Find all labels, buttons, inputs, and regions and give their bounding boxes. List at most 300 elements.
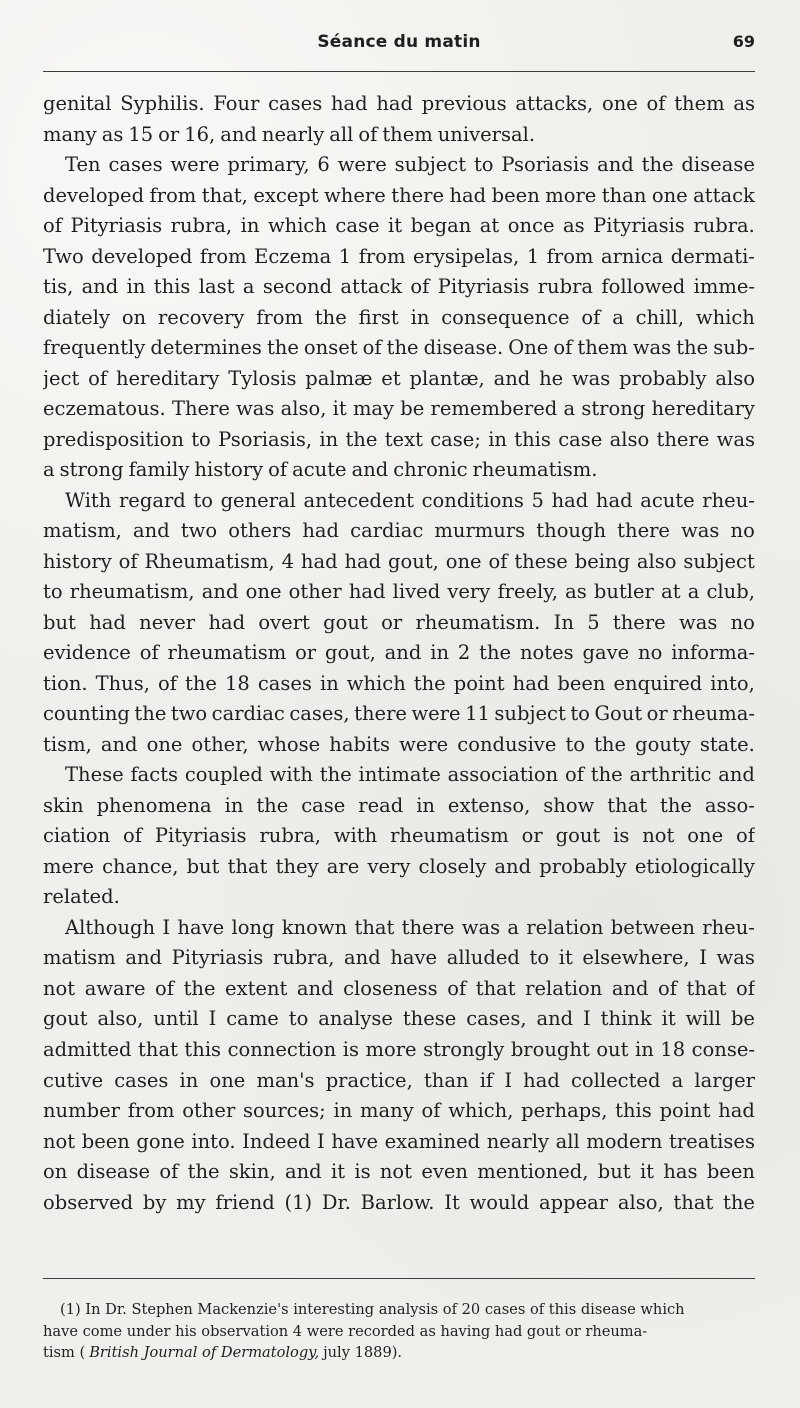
word: was <box>236 397 275 421</box>
word: and <box>81 275 119 299</box>
word: association <box>447 763 559 787</box>
word: had <box>300 549 338 573</box>
word: had <box>344 549 382 573</box>
text-line <box>43 242 755 273</box>
word: case <box>301 793 346 817</box>
text-line <box>43 852 755 883</box>
word: and <box>351 458 389 482</box>
word: rheumatism <box>167 641 287 665</box>
word: also <box>609 427 650 451</box>
footnote-line-3 <box>43 1342 755 1364</box>
word: were <box>399 732 449 756</box>
text-line <box>43 730 755 761</box>
word: at <box>479 214 500 238</box>
word: was <box>681 519 720 543</box>
word: asso- <box>704 793 755 817</box>
word: that <box>607 793 648 817</box>
word: nearly <box>261 122 325 146</box>
word: had <box>330 92 368 115</box>
text-line <box>43 1035 755 1066</box>
word: also <box>636 549 677 573</box>
word: history <box>43 549 112 573</box>
word: notes <box>519 641 574 665</box>
word: Gout <box>594 702 643 726</box>
word: in <box>416 793 435 817</box>
word: of <box>157 671 177 695</box>
word: extenso, <box>447 793 531 817</box>
word: One <box>508 336 549 360</box>
word: he <box>539 366 564 390</box>
word: or <box>381 610 403 634</box>
word: I <box>699 946 707 970</box>
word: rubra, <box>170 214 233 238</box>
word: related. <box>43 885 120 909</box>
word: modern <box>586 1129 663 1153</box>
word: disease <box>681 153 755 177</box>
word: Pityriasis <box>171 946 264 970</box>
word: rheu- <box>702 915 755 939</box>
word: consequence <box>441 305 570 329</box>
word: 2 <box>457 641 471 665</box>
word: and <box>133 519 170 543</box>
word: two <box>170 702 208 726</box>
word: Pityriasis <box>154 824 247 848</box>
word: and <box>597 153 634 177</box>
word: condusive <box>457 732 557 756</box>
word: of <box>88 366 108 390</box>
word: had <box>523 1068 560 1092</box>
word: once <box>507 214 555 238</box>
word: of <box>362 336 382 360</box>
word: Pityriasis <box>437 275 530 299</box>
footnotes <box>43 1299 755 1364</box>
word: also, <box>280 397 327 421</box>
word: of <box>123 824 143 848</box>
word: Dr. <box>321 1190 351 1214</box>
running-title: Séance du matin <box>317 32 481 52</box>
word: overt <box>258 610 310 634</box>
word: were <box>411 702 461 726</box>
word: of <box>735 976 755 1000</box>
word: in <box>224 793 244 817</box>
word: hereditary <box>115 366 220 390</box>
word: skin, <box>228 1160 276 1184</box>
word: even <box>421 1160 468 1184</box>
word: as <box>563 214 585 238</box>
word: genital <box>43 92 112 115</box>
word: being <box>574 549 631 573</box>
word: regard <box>118 488 186 512</box>
word: palmæ <box>305 366 373 390</box>
word: intimate <box>358 763 441 787</box>
word: rubra, <box>272 946 335 970</box>
word: second <box>262 275 333 299</box>
word: one <box>146 732 183 756</box>
word: in <box>319 671 339 695</box>
word: case <box>335 214 380 238</box>
text-line <box>43 760 755 791</box>
word: gouty <box>635 732 691 756</box>
word: there <box>617 519 670 543</box>
page-number: 69 <box>732 32 755 51</box>
word: Thus, <box>95 671 150 695</box>
word: aware <box>84 976 146 1000</box>
text-line <box>43 577 755 608</box>
word: to <box>570 702 590 726</box>
word: long <box>231 915 275 939</box>
word: had <box>512 671 550 695</box>
word: to <box>288 1007 309 1031</box>
word: history <box>194 458 264 482</box>
word: that <box>138 1037 178 1061</box>
word: a <box>687 580 700 604</box>
word: arthritic <box>629 763 712 787</box>
word: have <box>177 915 225 939</box>
text-line <box>43 516 755 547</box>
word: one <box>209 1068 246 1092</box>
word: there <box>401 915 455 939</box>
word: as <box>101 122 124 146</box>
word: of <box>118 549 138 573</box>
word: the <box>314 305 347 329</box>
word: has <box>663 1160 698 1184</box>
word: I <box>162 915 171 939</box>
word: I <box>583 1007 591 1031</box>
word: predisposition <box>43 427 184 451</box>
word: which, <box>448 1099 514 1123</box>
word: erysipelas, <box>412 244 520 268</box>
word: diately <box>43 305 110 329</box>
word: out <box>596 1037 629 1061</box>
text-line <box>43 669 755 700</box>
word: and <box>493 366 531 390</box>
word: with <box>269 763 313 787</box>
word: be <box>400 397 425 421</box>
word: never <box>139 610 196 634</box>
text-line <box>43 394 755 425</box>
word: many <box>43 122 97 146</box>
word: closely <box>418 854 487 878</box>
word: primary, <box>227 153 310 177</box>
word: it <box>558 946 573 970</box>
word: matism <box>43 946 116 970</box>
word: universal. <box>437 122 536 146</box>
word: would <box>469 1190 530 1214</box>
word: determines <box>150 336 262 360</box>
text-line <box>43 120 755 151</box>
word: and <box>536 1007 574 1031</box>
word: in <box>126 275 146 299</box>
word: had <box>551 488 589 512</box>
word: from <box>149 183 197 207</box>
word: it <box>661 1007 676 1031</box>
word: strong <box>581 397 646 421</box>
word: all <box>329 122 354 146</box>
word: chill, <box>635 305 685 329</box>
word: of <box>268 458 288 482</box>
word: but <box>597 1160 631 1184</box>
word: of <box>43 214 62 238</box>
word: mere <box>43 854 94 878</box>
word: where <box>324 183 386 207</box>
word: mentioned, <box>477 1160 589 1184</box>
word: from <box>199 244 247 268</box>
word: analyse <box>318 1007 393 1031</box>
word: attacks, <box>515 92 594 115</box>
word: all <box>555 1129 580 1153</box>
word: there <box>354 702 407 726</box>
word: these <box>402 1007 457 1031</box>
word: and <box>718 763 755 787</box>
word: there <box>612 610 666 634</box>
word: I <box>317 1129 325 1153</box>
word: and <box>384 641 422 665</box>
word: with <box>333 824 378 848</box>
word: of <box>358 122 378 146</box>
word: was <box>461 915 501 939</box>
word: had <box>718 1099 755 1123</box>
word: other <box>288 580 342 604</box>
word: the <box>187 1160 220 1184</box>
word: 16, <box>184 122 216 146</box>
text-line <box>43 791 755 822</box>
word: of <box>488 549 508 573</box>
word: coupled <box>184 763 263 787</box>
word: may <box>352 397 395 421</box>
word: that <box>354 915 395 939</box>
word: from <box>127 1099 175 1123</box>
word: subject <box>683 549 755 573</box>
word: in <box>240 214 260 238</box>
word: lived <box>392 580 441 604</box>
body-text <box>43 89 755 1218</box>
word: or <box>521 824 543 848</box>
text-line <box>43 974 755 1005</box>
word: a <box>612 305 624 329</box>
word: until <box>153 1007 199 1031</box>
word: that <box>227 854 268 878</box>
word: which <box>267 214 327 238</box>
word: case; <box>430 427 481 451</box>
text-line <box>43 1127 755 1158</box>
word: between <box>610 915 695 939</box>
word: matism, <box>43 519 122 543</box>
word: alluded <box>446 946 520 970</box>
word: have <box>390 946 438 970</box>
word: had <box>376 92 414 115</box>
word: the <box>386 336 419 360</box>
word: was <box>571 366 611 390</box>
word: last <box>198 275 235 299</box>
text-line <box>43 150 755 181</box>
word: a <box>563 397 576 421</box>
word: the <box>723 1190 755 1214</box>
word: the <box>479 641 512 665</box>
word: one <box>651 183 688 207</box>
word: gout, <box>388 549 439 573</box>
word: though <box>536 519 607 543</box>
word: friend <box>215 1190 275 1214</box>
word: whose <box>257 732 321 756</box>
word: tism, <box>43 732 92 756</box>
word: recovery <box>157 305 245 329</box>
word: informa- <box>671 641 755 665</box>
word: been <box>491 183 540 207</box>
word: point <box>453 671 505 695</box>
text-line <box>43 882 755 913</box>
word: In <box>553 610 574 634</box>
word: case <box>558 427 603 451</box>
word: that <box>673 1190 714 1214</box>
word: Psoriasis, <box>218 427 313 451</box>
word: it <box>330 1160 346 1184</box>
word: and <box>201 580 239 604</box>
word: state. <box>699 732 755 756</box>
word: frequently <box>43 336 146 360</box>
footnote-line-text: (1) In Dr. Stephen Mackenzie's interesting analysis of 20 cases of this disease which <box>60 1301 685 1318</box>
word: one <box>687 824 724 848</box>
word: ject <box>43 366 80 390</box>
word: to <box>529 946 550 970</box>
word: I <box>208 1007 217 1031</box>
word: gout <box>43 1007 88 1031</box>
word: than <box>423 1068 469 1092</box>
word: it <box>332 397 347 421</box>
word: I <box>504 1068 513 1092</box>
word: is <box>354 1160 371 1184</box>
word: skin <box>43 793 84 817</box>
word: cardiac <box>211 702 285 726</box>
word: except <box>253 183 319 207</box>
word: ciation <box>43 824 111 848</box>
word: in <box>179 1068 199 1092</box>
footnote-line-2 <box>43 1321 755 1343</box>
word: in <box>430 641 449 665</box>
word: facts <box>130 763 179 787</box>
word: point <box>659 1099 711 1123</box>
text-line <box>43 638 755 669</box>
word: of <box>447 976 467 1000</box>
word: other <box>182 1099 236 1123</box>
word: not <box>642 824 675 848</box>
word: the <box>134 702 167 726</box>
word: my <box>176 1190 206 1214</box>
word: to <box>565 732 586 756</box>
word: at <box>661 580 681 604</box>
word: are <box>326 854 360 878</box>
word: closeness <box>343 976 438 1000</box>
word: observed <box>43 1190 134 1214</box>
word: very <box>447 580 491 604</box>
word: number <box>43 1099 120 1123</box>
text-line <box>43 913 755 944</box>
word: this <box>184 1037 222 1061</box>
word: been <box>81 1129 130 1153</box>
text-line <box>43 1157 755 1188</box>
word: tis, <box>43 275 74 299</box>
word: a <box>507 915 520 939</box>
word: With <box>65 488 112 512</box>
word: cardiac <box>350 519 424 543</box>
word: think <box>600 1007 652 1031</box>
word: came <box>226 1007 279 1031</box>
word: rheumatism. <box>472 458 598 482</box>
word: cutive <box>43 1068 104 1092</box>
word: antecedent <box>303 488 414 512</box>
word: the <box>660 793 692 817</box>
word: first <box>358 305 399 329</box>
word: 6 <box>317 153 330 177</box>
footnote-line-text: have come under his observation 4 were recorded as having had gout or rheuma- <box>43 1322 648 1340</box>
word: counting <box>43 702 130 726</box>
word: cases, <box>466 1007 527 1031</box>
word: very <box>367 854 411 878</box>
word: et <box>381 366 401 390</box>
word: and <box>284 1160 322 1184</box>
word: or <box>158 122 180 146</box>
word: of <box>159 1160 179 1184</box>
word: strongly <box>423 1037 505 1061</box>
word: this <box>153 275 191 299</box>
word: on <box>43 1160 68 1184</box>
word: cases <box>268 92 323 115</box>
word: and <box>344 946 381 970</box>
word: etiologically <box>634 854 755 878</box>
word: the <box>676 336 709 360</box>
word: two <box>180 519 218 543</box>
word: of <box>658 976 677 1000</box>
word: a <box>242 275 255 299</box>
word: them <box>382 122 433 146</box>
word: cases <box>114 1068 169 1092</box>
word: not <box>379 1160 413 1184</box>
word: gone <box>136 1129 185 1153</box>
word: imme- <box>693 275 755 299</box>
word: general <box>220 488 296 512</box>
word: and <box>494 854 532 878</box>
word: There <box>171 397 230 421</box>
word: had <box>302 519 340 543</box>
word: be <box>730 1007 755 1031</box>
word: no <box>638 641 663 665</box>
word: acute <box>640 488 695 512</box>
text-line <box>43 425 755 456</box>
word: of <box>646 92 666 115</box>
word: attack <box>340 275 403 299</box>
word: Syphilis. <box>120 92 205 115</box>
word: followed <box>601 275 686 299</box>
word: rubra. <box>693 214 755 238</box>
word: freely, <box>497 580 558 604</box>
word: other, <box>191 732 249 756</box>
text-line <box>43 364 755 395</box>
word: sub- <box>713 336 755 360</box>
word: the <box>641 153 674 177</box>
word: phenomena <box>96 793 212 817</box>
word: larger <box>694 1068 755 1092</box>
word: have <box>331 1129 379 1153</box>
text-line <box>43 89 755 120</box>
word: the <box>413 671 446 695</box>
word: of <box>410 275 430 299</box>
word: was <box>679 610 718 634</box>
word: rubra <box>537 275 594 299</box>
text-line <box>43 608 755 639</box>
text-line <box>43 272 755 303</box>
word: family <box>128 458 190 482</box>
word: of <box>736 824 755 848</box>
word: evidence <box>43 641 131 665</box>
